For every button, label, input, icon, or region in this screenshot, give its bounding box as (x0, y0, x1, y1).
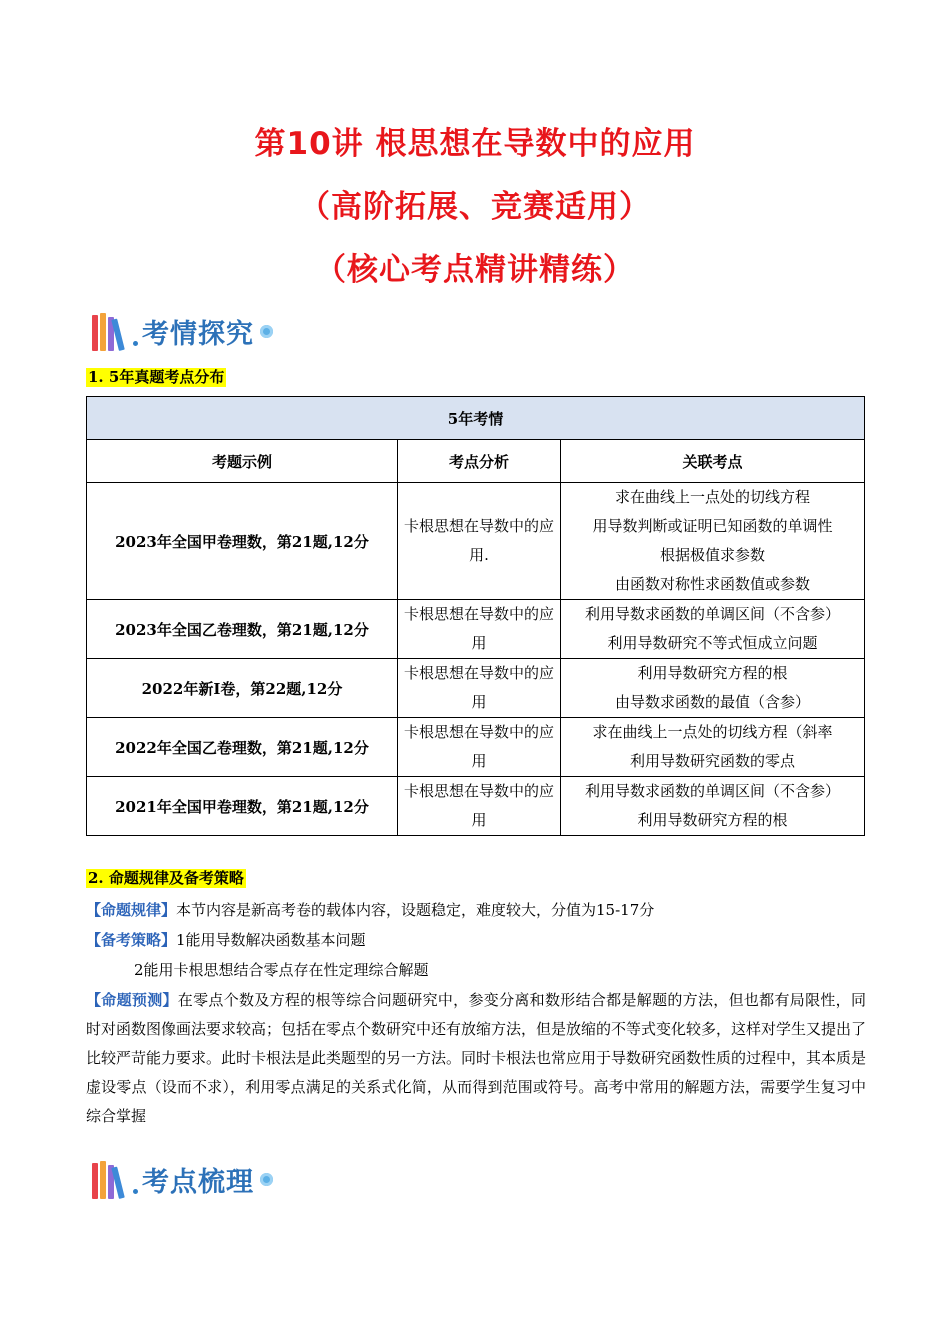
rule-paragraph (86, 896, 866, 925)
related-item: 利用导数研究方程的根 (637, 664, 788, 682)
exam-example: 2023年全国甲卷理数，第21题,12分 (87, 483, 398, 600)
exam-analysis: 卡根思想在导数中的应用 (398, 718, 561, 777)
strategy-text: 1能用导数解决函数基本问题 (176, 931, 366, 949)
column-header: 关联考点 (561, 440, 865, 483)
subheading-distribution: 1. 5年真题考点分布 (88, 368, 225, 386)
related-item: 由函数对称性求函数值或参数 (614, 575, 810, 593)
exam-analysis: 卡根思想在导数中的应用 (398, 659, 561, 718)
related-item: 由导数求函数的最值（含参） (614, 693, 810, 711)
table-row (87, 483, 865, 600)
strategy-tag: 【备考策略】 (86, 931, 177, 949)
related-item: 求在曲线上一点处的切线方程 (614, 488, 810, 506)
prediction-paragraph (86, 986, 866, 1131)
dot-icon (133, 1189, 138, 1194)
table-row (87, 777, 865, 836)
exam-analysis: 卡根思想在导数中的应用 (398, 777, 561, 836)
circle-icon (260, 1173, 273, 1186)
strategy-text-2: 2能用卡根思想结合零点存在性定理综合解题 (134, 961, 429, 979)
column-header: 考点分析 (398, 440, 561, 483)
related-points (561, 777, 865, 836)
table-row (87, 659, 865, 718)
related-item: 求在曲线上一点处的切线方程（斜率 (592, 723, 833, 741)
related-points (561, 659, 865, 718)
rule-tag: 【命题规律】 (86, 901, 177, 919)
predict-tag: 【命题预测】 (86, 991, 178, 1009)
exam-example: 2021年全国甲卷理数，第21题,12分 (87, 777, 398, 836)
predict-text: 在零点个数及方程的根等综合问题研究中，参变分离和数形结合都是解题的方法，但也都有局限性，同时对函数图像画法要求较高；包括在零点个数研究中还有放缩方法，但是放缩的不等式变化较多，这样对学生又提出了比较严苛能力要求。此时卡根法是此类题型的另一方法。同时卡根法也常应用于导数研究函数性质的过程中，其本质是虚设零点（设而不求），利用零点满足的关系式化简，从而得到范围或符号。高考中常用的解题方法，需要学生复习中综合掌握 (86, 991, 867, 1125)
strategy-paragraph (86, 926, 866, 955)
rule-text: 本节内容是新高考卷的载体内容，设题稳定，难度较大，分值为15-17分 (176, 901, 655, 919)
related-item: 利用导数研究不等式恒成立问题 (607, 634, 818, 652)
exam-example: 2023年全国乙卷理数，第21题,12分 (87, 600, 398, 659)
related-item: 根据极值求参数 (659, 546, 765, 564)
section-title: 考情探究 (142, 318, 254, 350)
exam-example: 2022年全国乙卷理数，第21题,12分 (87, 718, 398, 777)
related-item: 用导数判断或证明已知函数的单调性 (592, 517, 833, 535)
related-item: 利用导数求函数的单调区间（不含参） (584, 782, 840, 800)
related-item: 利用导数求函数的单调区间（不含参） (584, 605, 840, 623)
exam-analysis: 卡根思想在导数中的应用. (398, 483, 561, 600)
table-row (87, 718, 865, 777)
subtitle-core: （核心考点精讲精练） (315, 252, 635, 288)
subtitle-advanced: （高阶拓展、竞赛适用） (299, 189, 651, 225)
exam-table (86, 396, 865, 836)
section-header-key-points (92, 1158, 273, 1200)
exam-analysis: 卡根思想在导数中的应用 (398, 600, 561, 659)
table-row (87, 600, 865, 659)
books-icon (92, 1159, 127, 1199)
column-header: 考题示例 (87, 440, 398, 483)
related-points (561, 600, 865, 659)
dot-icon (133, 341, 138, 346)
table-caption: 5年考情 (87, 397, 865, 440)
books-icon (92, 311, 127, 351)
lecture-title: 第10讲 根思想在导数中的应用 (254, 126, 696, 162)
circle-icon (260, 325, 273, 338)
related-item: 利用导数研究函数的零点 (629, 752, 795, 770)
related-points (561, 718, 865, 777)
exam-example: 2022年新I卷，第22题,12分 (87, 659, 398, 718)
section-header-exam-trends (92, 310, 273, 352)
related-item: 利用导数研究方程的根 (637, 811, 788, 829)
subheading-strategy: 2. 命题规律及备考策略 (88, 869, 244, 887)
related-points (561, 483, 865, 600)
section-title: 考点梳理 (142, 1166, 254, 1198)
